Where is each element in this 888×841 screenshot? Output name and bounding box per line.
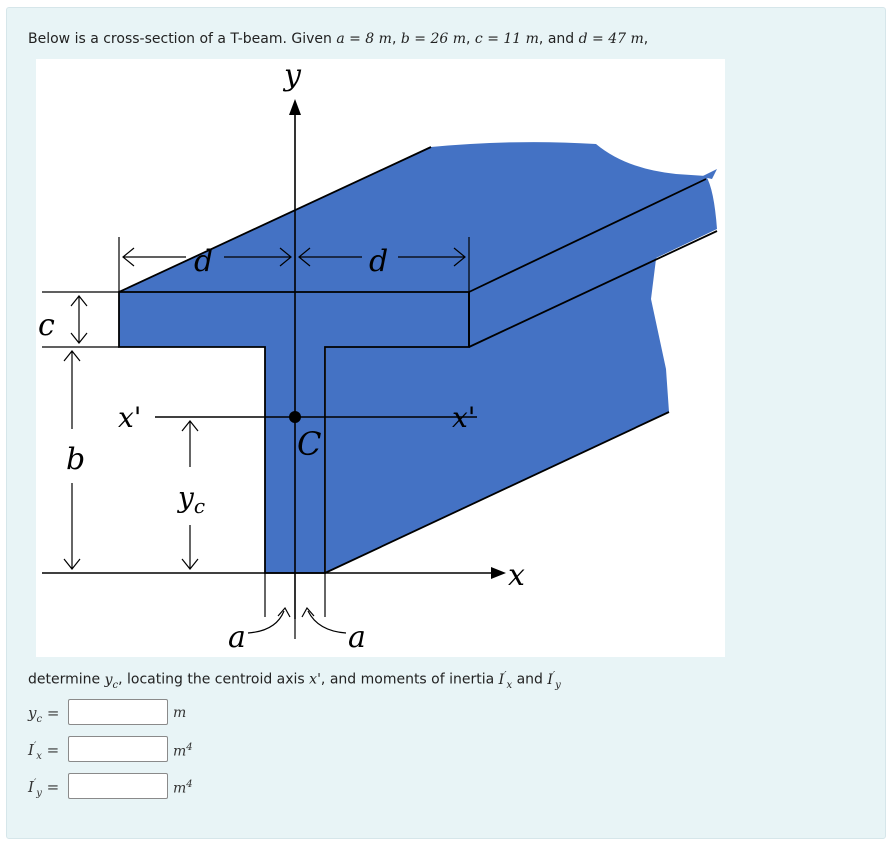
ix-answer-input[interactable]: [68, 736, 168, 762]
b-label: b: [66, 442, 86, 477]
intro-and: and: [547, 31, 575, 47]
a-left-label: a: [228, 620, 246, 655]
problem-statement: Below is a cross-section of a T-beam. Given a = 8 m, b = 26 m, c = 11 m, and d = 47 m,: [28, 31, 649, 47]
intro-prefix: Below is a cross-section of a T-beam. Given: [28, 31, 337, 47]
given-a: a = 8 m: [336, 31, 392, 47]
t-beam-figure: [36, 59, 725, 657]
question-yc: $y_c$: [104, 671, 119, 691]
question-start: determine: [28, 671, 105, 688]
x-prime-left-label: x': [118, 401, 142, 434]
ix-unit: $m^4$: [173, 742, 193, 760]
a-right-label: a: [348, 620, 366, 655]
question-mid: , locating the centroid axis: [118, 671, 310, 688]
c-label: c: [38, 308, 55, 343]
centroid-point: [289, 411, 301, 423]
yc-label: $y_c$: [178, 481, 206, 518]
given-d: d = 47 m: [578, 31, 644, 47]
t-beam-diagram: [36, 59, 725, 657]
x-axis-arrowhead: [491, 567, 506, 579]
d-right-label: d: [369, 244, 389, 279]
iy-answer-input[interactable]: [68, 773, 168, 799]
iy-unit: $m^4$: [173, 779, 193, 797]
x-axis-label: x: [508, 558, 525, 593]
given-c: c = 11 m: [474, 31, 539, 47]
x-prime-right-label: x': [452, 401, 476, 434]
yc-answer-label: $y_c$ =: [28, 704, 60, 725]
yc-unit: m: [173, 705, 187, 721]
beam-body: [119, 142, 717, 573]
question-and: and: [516, 671, 543, 688]
y-axis-label: y: [284, 59, 301, 93]
a-dimensions: [248, 573, 346, 639]
yc-answer-input[interactable]: [68, 699, 168, 725]
ix-answer-label: $I'_x$ =: [28, 741, 60, 762]
question-iy: $I'_y$: [547, 670, 561, 691]
question-text: [28, 670, 561, 690]
y-axis-arrowhead: [289, 99, 301, 115]
question-mid2: , and moments of inertia: [320, 671, 499, 688]
question-ix: $I'_x$: [498, 670, 513, 691]
iy-answer-label: $I'_y$ =: [28, 778, 60, 799]
given-b: b = 26 m: [400, 31, 466, 47]
question-xprime: x': [309, 671, 321, 688]
centroid-label: C: [297, 425, 322, 463]
d-left-label: d: [194, 244, 214, 279]
